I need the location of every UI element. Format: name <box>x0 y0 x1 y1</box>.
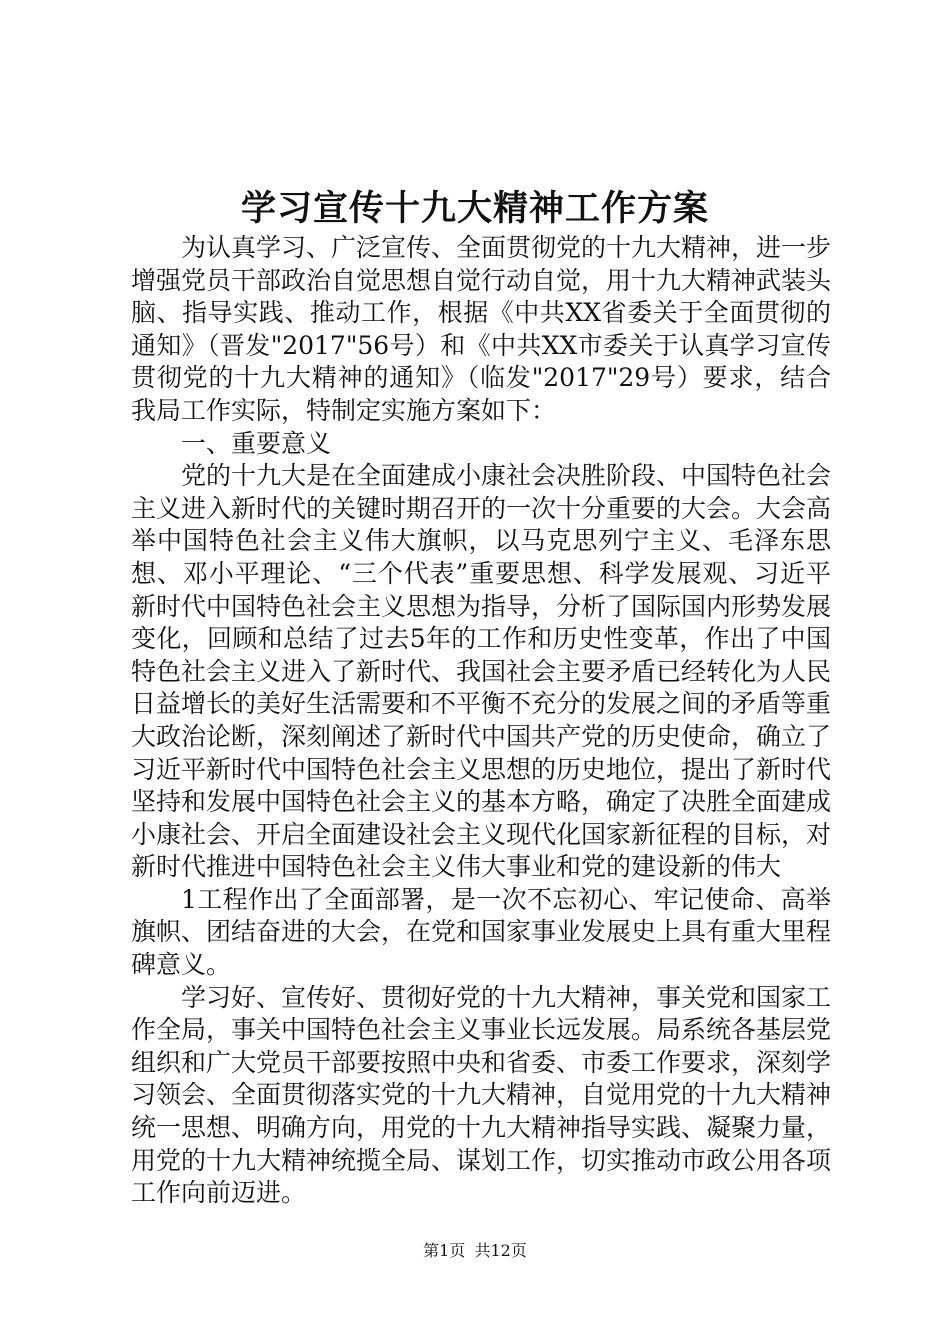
section-paragraph: 1工程作出了全面部署，是一次不忘初心、牢记使命、高举旗帜、团结奋进的大会，在党和国家事业发展史上具有重大里程碑意义。 <box>131 884 832 980</box>
page-number: 第1页 <box>423 1241 466 1260</box>
intro-paragraph: 为认真学习、广泛宣传、全面贯彻党的十九大精神，进一步增强党员干部政治自觉思想自觉行动自觉，用十九大精神武装头脑、指导实践、推动工作，根据《中共XX省委关于全面贯彻的通知》（晋发"2017"56号）和《中共XX市委关于认真学习宣传贯彻党的十九大精神的通知》（临发"2017"29号）要求，结合我局工作实际，特制定实施方案如下： <box>131 233 832 425</box>
section-heading: 一、重要意义 <box>181 428 332 458</box>
page-footer <box>0 1239 950 1263</box>
page-total: 共12页 <box>474 1241 527 1260</box>
document-body <box>131 232 831 1210</box>
section-paragraph: 党的十九大是在全面建成小康社会决胜阶段、中国特色社会主义进入新时代的关键时期召开的一次十分重要的大会。大会高举中国特色社会主义伟大旗帜，以马克思列宁主义、毛泽东思想、邓小平理论、“三个代表”重要思想、科学发展观、习近平新时代中国特色社会主义思想为指导，分析了国际国内形势发展变化，回顾和总结了过去5年的工作和历史性变革，作出了中国特色社会主义进入了新时代、我国社会主要矛盾已经转化为人民日益增长的美好生活需要和不平衡不充分的发展之间的矛盾等重大政治论断，深刻阐述了新时代中国共产党的历史使命，确立了习近平新时代中国特色社会主义思想的历史地位，提出了新时代坚持和发展中国特色社会主义的基本方略，确定了决胜全面建成小康社会、开启全面建设社会主义现代化国家新征程的目标，对新时代推进中国特色社会主义伟大事业和党的建设新的伟大 <box>131 461 832 882</box>
document-title: 学习宣传十九大精神工作方案 <box>240 188 709 229</box>
section-paragraph: 学习好、宣传好、贯彻好党的十九大精神，事关党和国家工作全局，事关中国特色社会主义事业长远发展。局系统各基层党组织和广大党员干部要按照中央和省委、市委工作要求，深刻学习领会、全面贯彻落实党的十九大精神，自觉用党的十九大精神统一思想、明确方向，用党的十九大精神指导实践、凝聚力量，用党的十九大精神统揽全局、谋划工作，切实推动市政公用各项工作向前迈进。 <box>131 982 832 1208</box>
